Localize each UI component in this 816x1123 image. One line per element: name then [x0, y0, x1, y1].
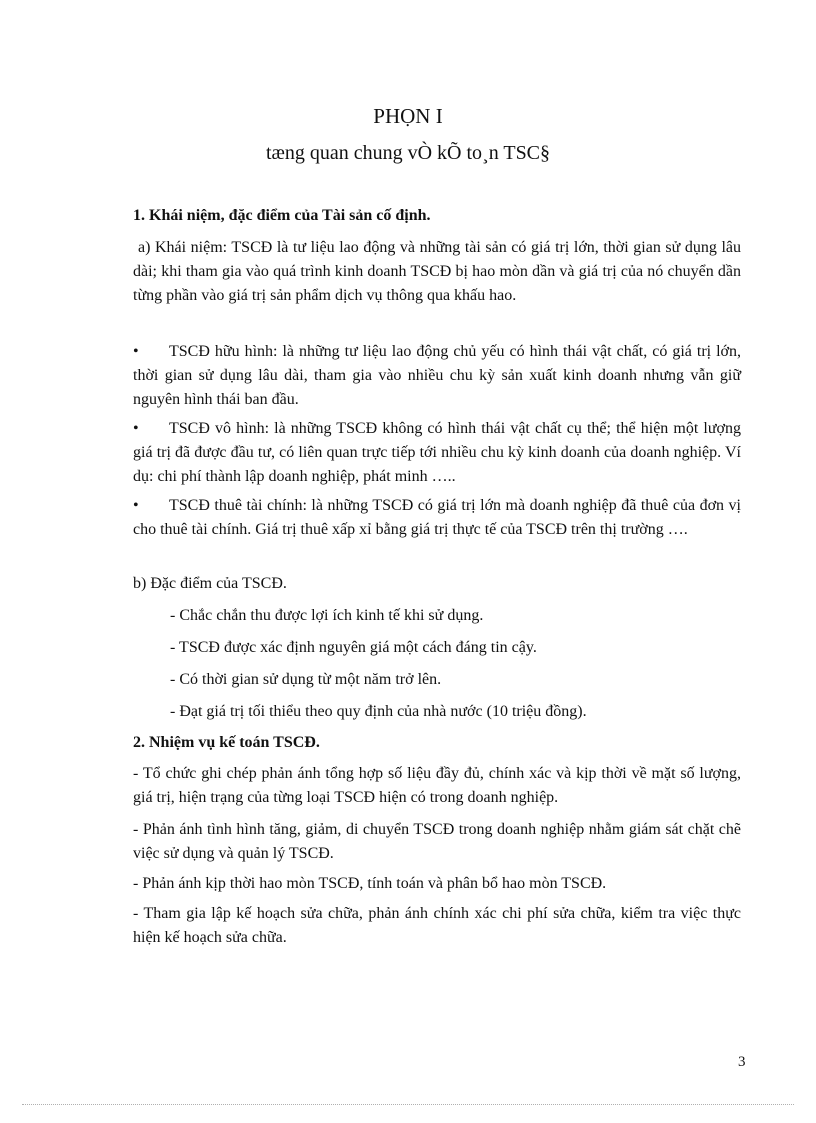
bullet-text: TSCĐ vô hình: là những TSCĐ không có hình thái vật chất cụ thể; thể hiện một lượng giá trị đã được đầu tư, có liên quan trực tiếp tới nhiều chu kỳ kinh doanh của doanh nghiệp. Ví dụ: chi phí thành lập doanh nghiệp, phát minh …..	[133, 420, 741, 485]
section1-heading: 1. Khái niệm, đặc điểm của Tài sản cố định.	[133, 207, 431, 224]
bullet-item	[133, 494, 741, 542]
bullet-item	[133, 340, 741, 412]
page-number: 3	[738, 1054, 746, 1070]
feature-item: - Chắc chắn thu được lợi ích kinh tế khi sử dụng.	[170, 607, 484, 624]
task-paragraph: - Phản ánh tình hình tăng, giảm, di chuyển TSCĐ trong doanh nghiệp nhằm giám sát chặt chẽ việc sử dụng và quản lý TSCĐ.	[133, 821, 741, 862]
bullet-icon: •	[133, 420, 139, 437]
bullet-text: TSCĐ hữu hình: là những tư liệu lao động chủ yếu có hình thái vật chất, có giá trị lớn, thời gian sử dụng lâu dài, tham gia vào nhiều chu kỳ sản xuất kinh doanh nhưng vẫn giữ nguyên hình thái ban đầu.	[133, 343, 741, 408]
part-title: PHỌN I	[373, 104, 443, 128]
task-paragraph: - Tham gia lập kế hoạch sửa chữa, phản ánh chính xác chi phí sửa chữa, kiểm tra việc thực hiện kế hoạch sửa chữa.	[133, 905, 741, 946]
feature-item: - Đạt giá trị tối thiểu theo quy định của nhà nước (10 triệu đồng).	[170, 703, 587, 720]
bullet-icon: •	[133, 497, 139, 514]
section2-heading: 2. Nhiệm vụ kế toán TSCĐ.	[133, 734, 320, 751]
part-subtitle: tæng quan chung vÒ kÕ to¸n TSC§	[265, 142, 551, 164]
task-paragraph: - Tổ chức ghi chép phản ánh tổng hợp số liệu đầy đủ, chính xác và kịp thời về mặt số lượng, giá trị, hiện trạng của từng loại TSCĐ hiện có trong doanh nghiệp.	[133, 765, 741, 806]
page-boundary-divider	[22, 1104, 794, 1105]
concept-paragraph: a) Khái niệm: TSCĐ là tư liệu lao động và những tài sản có giá trị lớn, thời gian sử dụng lâu dài; khi tham gia vào quá trình kinh doanh TSCĐ bị hao mòn dần và giá trị của nó chuyển dần từng phần vào giá trị sản phẩm dịch vụ thông qua khấu hao.	[133, 239, 741, 304]
bullet-item	[133, 417, 741, 489]
bullet-icon: •	[133, 343, 139, 360]
bullet-text: TSCĐ thuê tài chính: là những TSCĐ có giá trị lớn mà doanh nghiệp đã thuê của đơn vị cho thuê tài chính. Giá trị thuê xấp xỉ bằng giá trị thực tế của TSCĐ trên thị trường ….	[133, 497, 741, 538]
feature-item: - TSCĐ được xác định nguyên giá một cách đáng tin cậy.	[170, 639, 537, 656]
characteristics-heading: b) Đặc điểm của TSCĐ.	[133, 575, 287, 592]
task-paragraph: - Phản ánh kịp thời hao mòn TSCĐ, tính toán và phân bổ hao mòn TSCĐ.	[133, 875, 607, 892]
feature-item: - Có thời gian sử dụng từ một năm trở lên.	[170, 671, 442, 688]
